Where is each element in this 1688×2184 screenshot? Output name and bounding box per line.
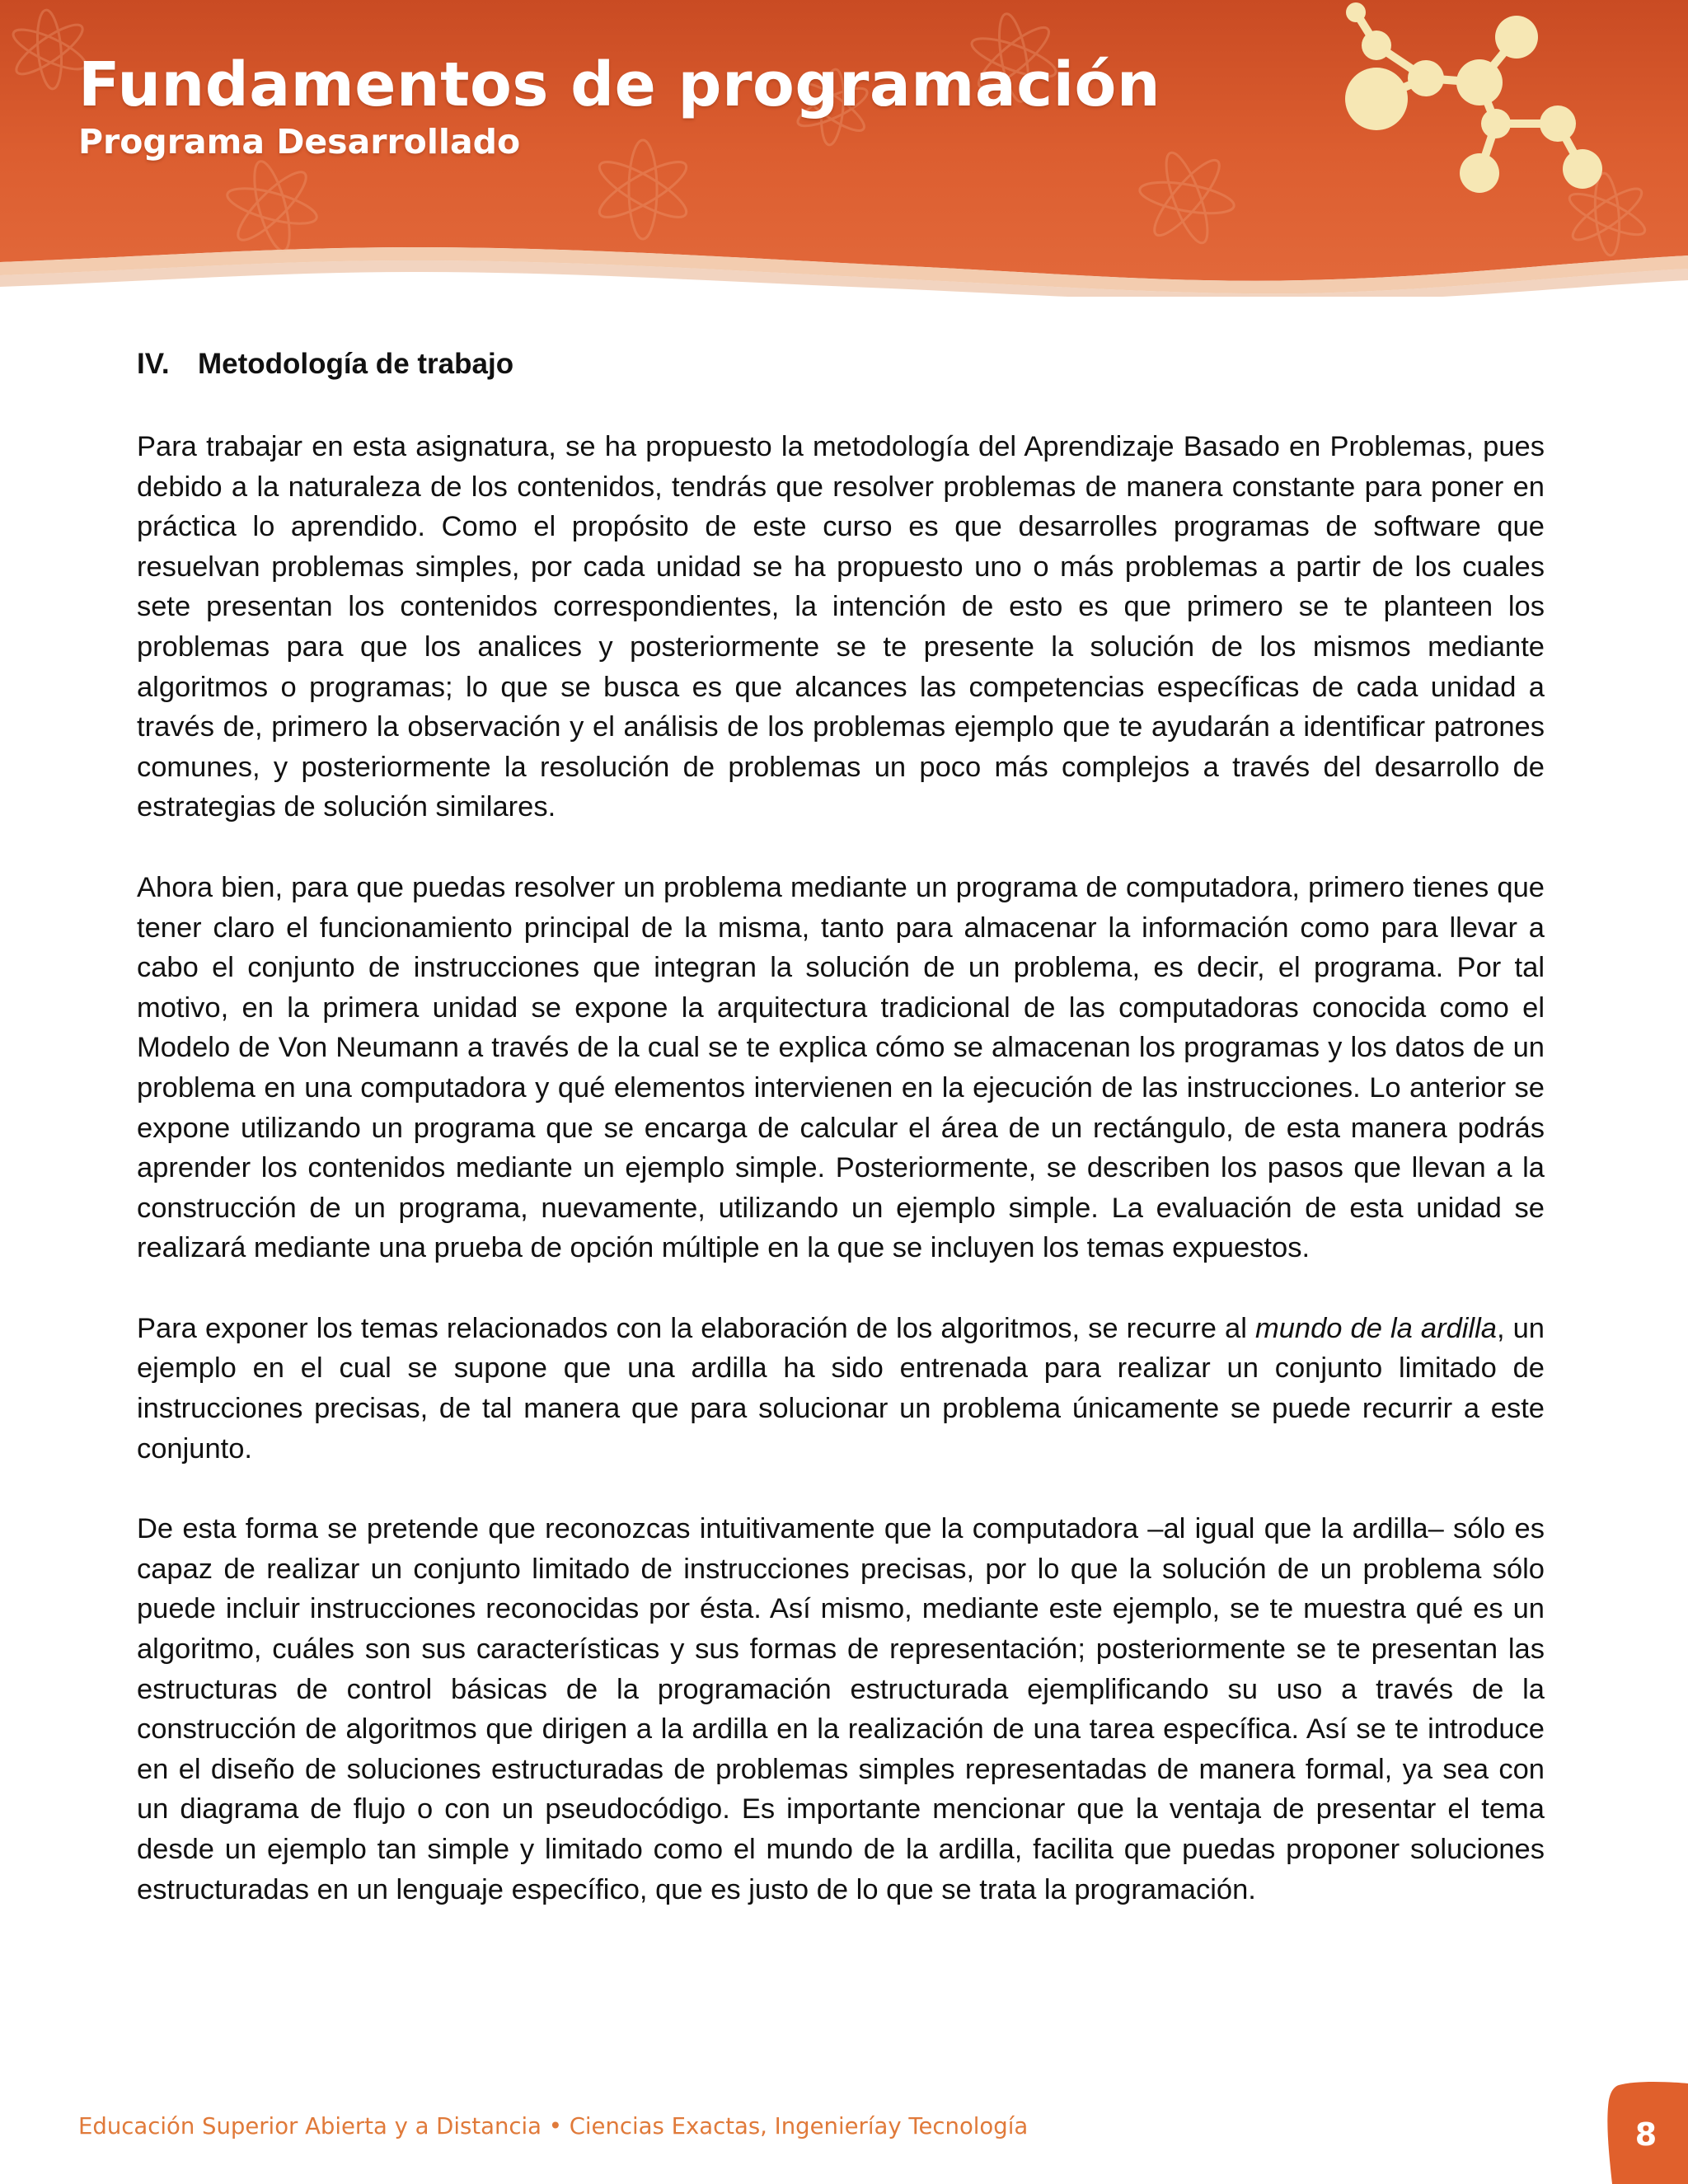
paragraph-3 xyxy=(137,1309,1545,1469)
page-number: 8 xyxy=(1634,2116,1658,2153)
section-heading xyxy=(137,340,1545,389)
document-title: Fundamentos de programación xyxy=(78,49,1161,120)
molecule-icon xyxy=(1269,0,1615,206)
paragraph-2: Ahora bien, para que puedas resolver un problema mediante un programa de computadora, primero tienes que tener claro el funcionamiento principal de la misma, tanto para almacenar la información como para llevar a cabo el conjunto de instrucciones que integran la solución de un problema, es decir, el programa. Por tal motivo, en la primera unidad se expone la arquitectura tradicional de las computadoras conocida como el Modelo de Von Neumann a través de la cual se te explica cómo se almacenan los programas y los datos de un problema en una computadora y qué elementos intervienen en la ejecución de las instrucciones. Lo anterior se expone utilizando un programa que se encarga de calcular el área de un rectángulo, de esta manera podrás aprender los contenidos mediante un ejemplo simple. Posteriormente, se describen los pasos que llevan a la construcción de un programa, nuevamente, utilizando un ejemplo simple. La evaluación de esta unidad se realizará mediante una prueba de opción múltiple en la que se incluyen los temas expuestos. xyxy=(137,871,1545,1264)
paragraph-3-text-end: , un ejemplo en el cual se supone que una ardilla ha sido entrenada para realizar un conjunto limitado de instrucciones precisas, de tal manera que para solucionar un problema únicamente se puede recurrir a este conjunto. xyxy=(137,1312,1545,1465)
page-number-tab xyxy=(1604,2080,1688,2184)
paragraph-4: De esta forma se pretende que reconozcas intuitivamente que la computadora –al igual que la ardilla– sólo es capaz de realizar un conjunto limitado de instrucciones precisas, por lo que la solución de un problema sólo puede incluir instrucciones reconocidas por ésta. Así mismo, mediante este ejemplo, se te muestra qué es un algoritmo, cuáles son sus características y sus formas de representación; posteriormente se te presentan las estructuras de control básicas de la programación estructurada ejemplificando su uso a través de la construcción de algoritmos que dirigen a la ardilla en la realización de una tarea específica. Así se te introduce en el diseño de soluciones estructuradas de problemas simples representadas de manera formal, ya sea con un diagrama de flujo o con un pseudocódigo. Es importante mencionar que la ventaja de presentar el tema desde un ejemplo tan simple y limitado como el mundo de la ardilla, facilita que puedas proponer soluciones estructuradas en un lenguaje específico, que es justo de lo que se trata la programación. xyxy=(137,1513,1545,1905)
paragraph-3-emphasis: mundo de la ardilla xyxy=(1254,1312,1497,1344)
document-subtitle: Programa Desarrollado xyxy=(78,122,521,162)
paragraph-1: Para trabajar en esta asignatura, se ha propuesto la metodología del Aprendizaje Basado en Problemas, pues debido a la naturaleza de los contenidos, tendrás que resolver problemas de manera constante para poner en práctica lo aprendido. Como el propósito de este curso es que desarrolles programas de software que resuelvan problemas simples, por cada unidad se ha propuesto uno o más problemas a partir de los cuales sete presentan los contenidos correspondientes, la intención de esto es que primero se te planteen los problemas para que los analices y posteriormente se te presente la solución de los mismos mediante algoritmos o programas; lo que se busca es que alcances las competencias específicas de cada unidad a través de, primero la observación y el análisis de los problemas ejemplo que te ayudarán a identificar patrones comunes, y posteriormente la resolución de problemas un poco más complejos a través del desarrollo de estrategias de solución similares. xyxy=(137,431,1545,823)
main-content xyxy=(137,340,1545,1950)
header-banner xyxy=(0,0,1688,297)
section-number: IV. xyxy=(137,348,170,380)
footer-text: Educación Superior Abierta y a Distancia • Ciencias Exactas, Ingenieríay Tecnología xyxy=(78,2113,1029,2139)
paragraph-3-text-start: Para exponer los temas relacionados con la elaboración de los algoritmos, se recurre al xyxy=(137,1312,1255,1344)
section-title: Metodología de trabajo xyxy=(198,348,514,380)
